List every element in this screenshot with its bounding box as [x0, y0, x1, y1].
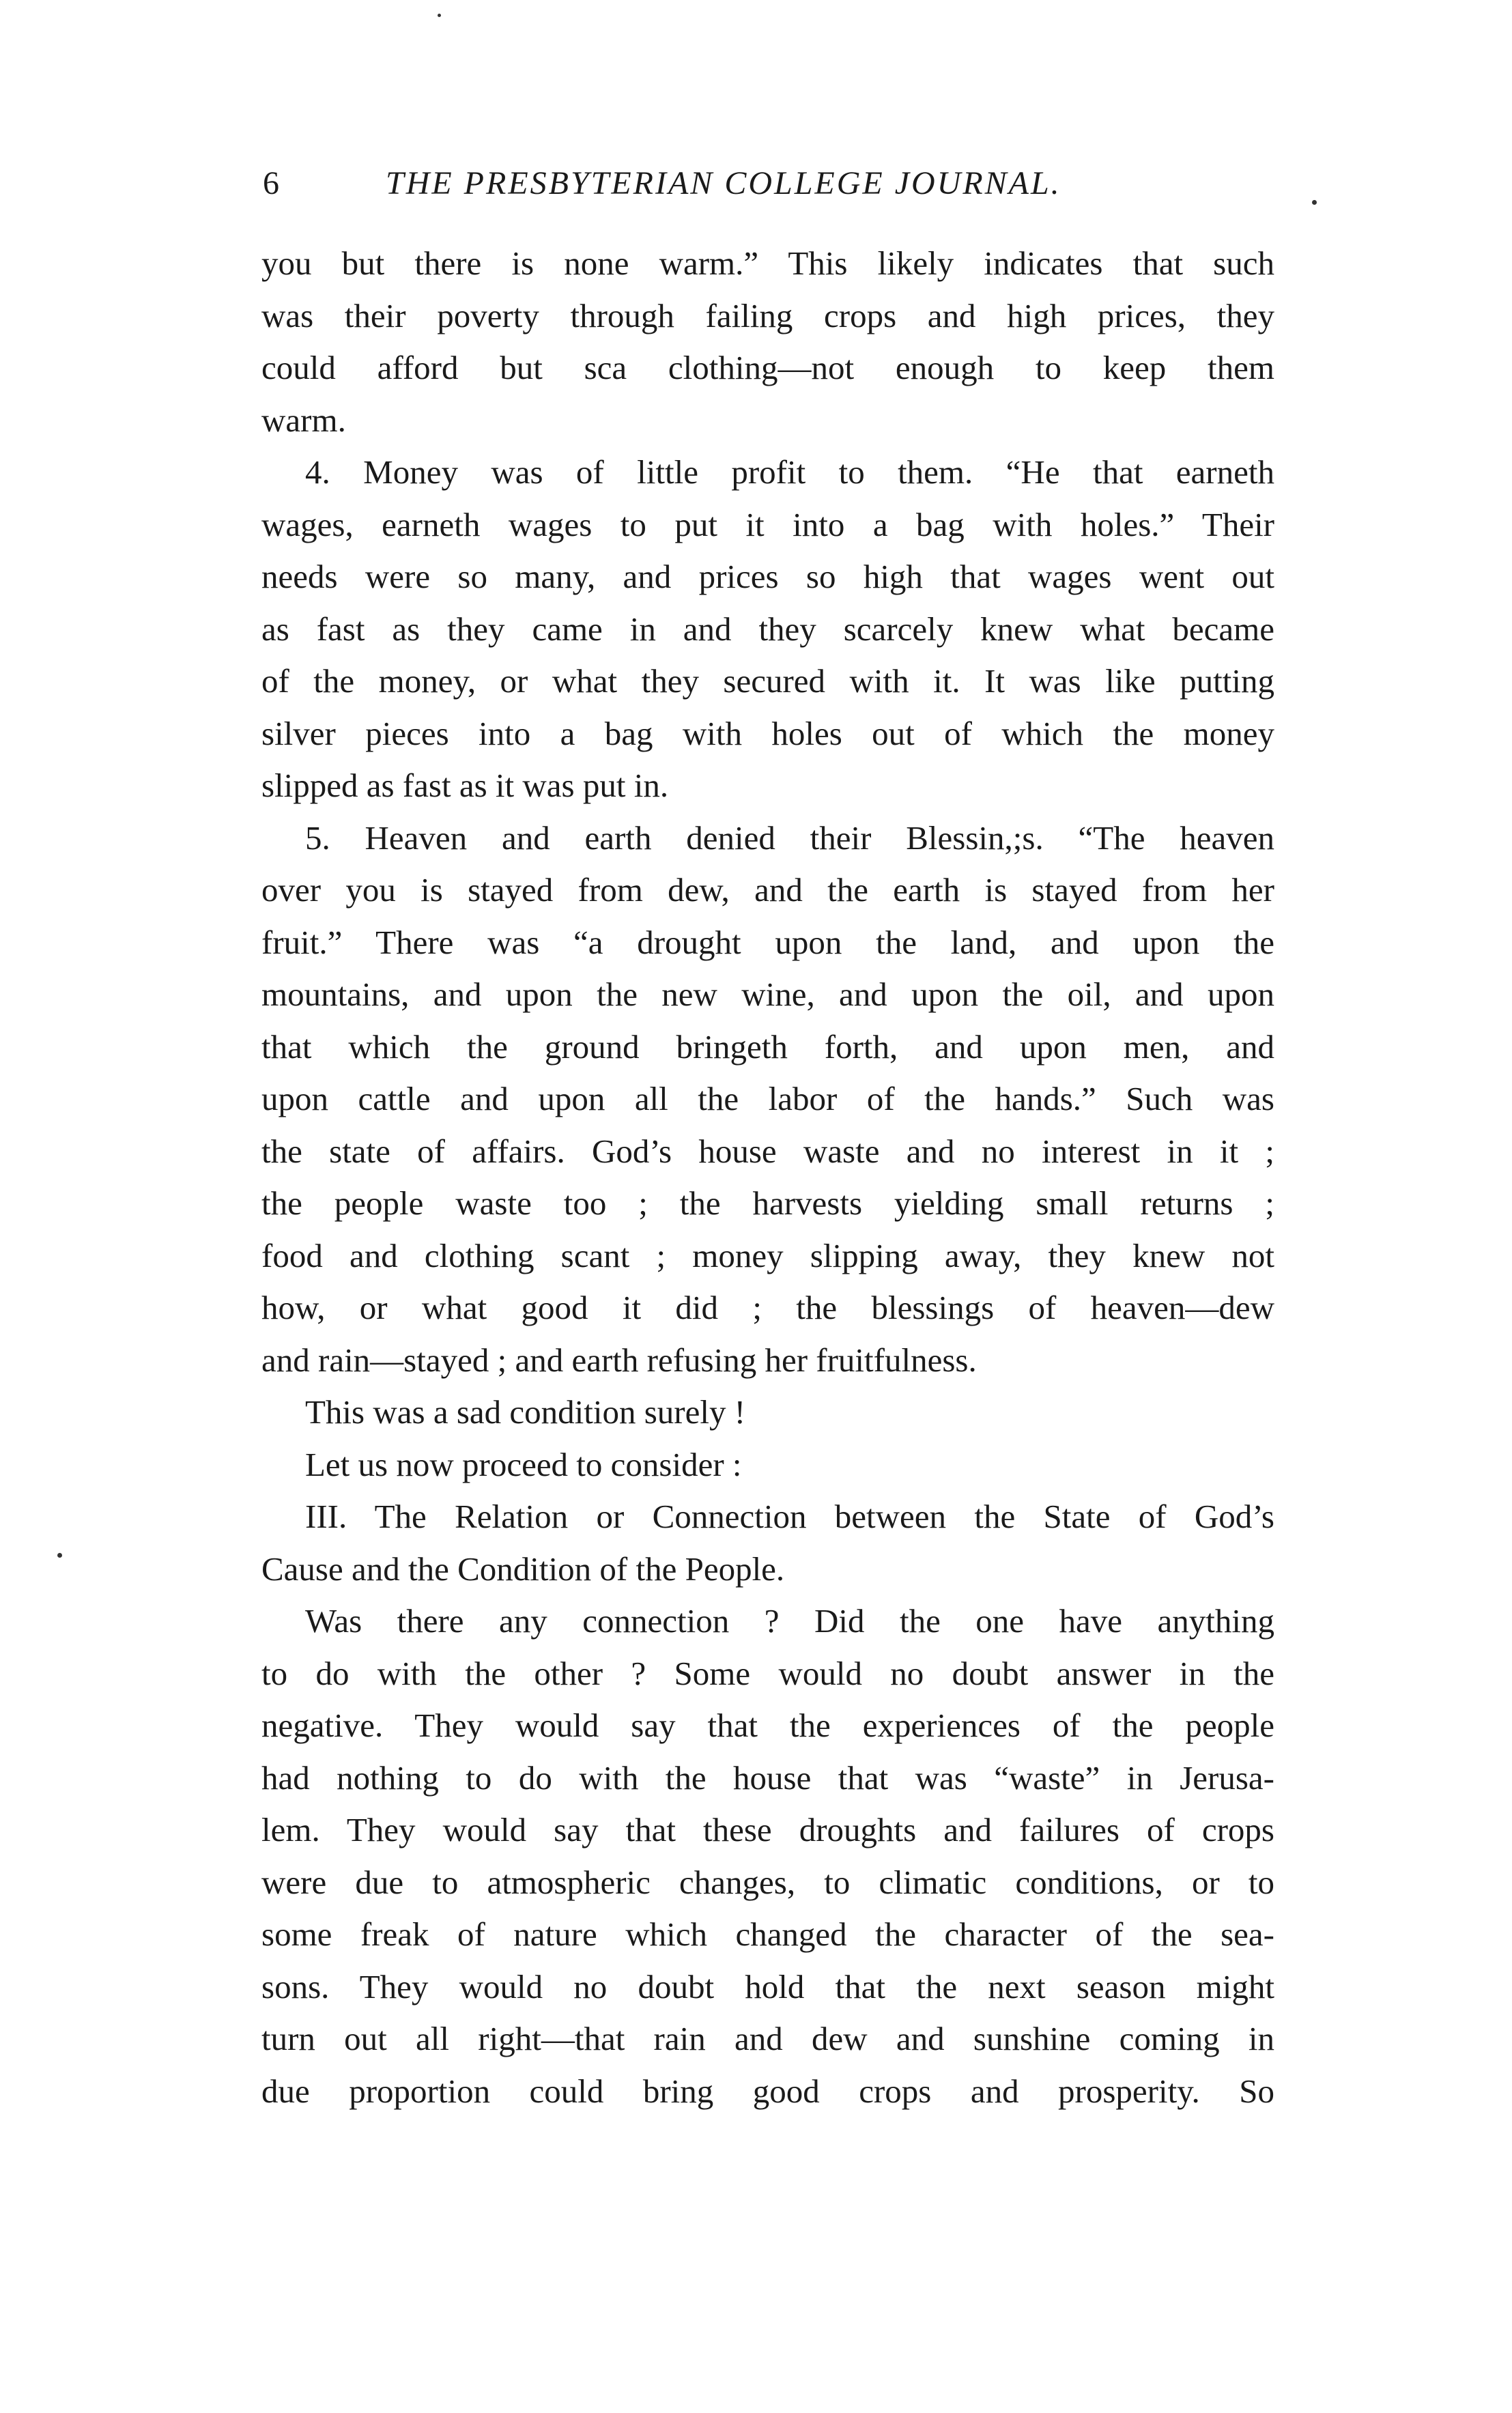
text-line: needs were so many, and prices so high that wages went out [261, 558, 1274, 595]
text-line: the people waste too ; the harvests yielding small returns ; [261, 1184, 1274, 1222]
text-line: slipped as fast as it was put in. [261, 767, 669, 804]
text-line: sons. They would no doubt hold that the next season might [261, 1967, 1274, 2005]
text-line: lem. They would say that these droughts and failures of crops [261, 1811, 1274, 1848]
text-line: food and clothing scant ; money slipping away, they knew not [261, 1236, 1274, 1274]
text-line: the state of affairs. God’s house waste and no interest in it ; [261, 1132, 1274, 1170]
text-line: wages, earneth wages to put it into a bag with holes.” Their [261, 505, 1274, 543]
text-line: of the money, or what they secured with it. It was like putting [261, 662, 1274, 700]
text-line: were due to atmospheric changes, to climatic conditions, or to [261, 1863, 1274, 1901]
text-line: warm. [261, 401, 346, 439]
text-line: to do with the other ? Some would no doubt answer in the [261, 1654, 1274, 1692]
text-line: fruit.” There was “a drought upon the land, and upon the [261, 923, 1274, 961]
text-line: you but there is none warm.” This likely indicates that such [261, 244, 1274, 282]
text-line: turn out all right—that rain and dew and sunshine coming in [261, 2020, 1274, 2057]
text-line: mountains, and upon the new wine, and upon the oil, and upon [261, 975, 1274, 1013]
text-line: III. The Relation or Connection between the State of God’s [305, 1498, 1274, 1535]
text-line: Let us now proceed to consider : [305, 1445, 742, 1483]
text-line: 4. Money was of little profit to them. “He that earneth [305, 453, 1274, 491]
text-line: as fast as they came in and they scarcely knew what became [261, 610, 1274, 648]
body-text [261, 238, 1274, 2117]
text-line: negative. They would say that the experiences of the people [261, 1707, 1274, 1744]
text-line: Was there any connection ? Did the one have anything [305, 1602, 1274, 1640]
text-line: some freak of nature which changed the character of the sea- [261, 1915, 1274, 1953]
running-head: THE PRESBYTERIAN COLLEGE JOURNAL. [386, 165, 1061, 201]
text-line: how, or what good it did ; the blessings of heaven—dew [261, 1289, 1274, 1326]
text-line: had nothing to do with the house that was “waste” in Jerusa- [261, 1758, 1274, 1797]
page-number: 6 [263, 165, 279, 201]
text-line: 5. Heaven and earth denied their Blessin,;s. “The heaven [305, 818, 1274, 857]
text-line: due proportion could bring good crops and prosperity. So [261, 2072, 1274, 2110]
scan-speck [438, 14, 441, 17]
text-line: over you is stayed from dew, and the earth is stayed from her [261, 871, 1274, 909]
text-line: could afford but sca clothing—not enough to keep them [261, 349, 1274, 386]
scan-speck [57, 1553, 62, 1558]
text-line: was their poverty through failing crops and high prices, they [261, 296, 1274, 334]
text-line: upon cattle and upon all the labor of the hands.” Such was [261, 1080, 1274, 1117]
scan-speck [1312, 200, 1317, 205]
text-line: that which the ground bringeth forth, and upon men, and [261, 1027, 1274, 1066]
text-line: This was a sad condition surely ! [305, 1393, 746, 1431]
page-header [263, 160, 1273, 208]
text-line: silver pieces into a bag with holes out of which the money [261, 714, 1274, 752]
text-line: Cause and the Condition of the People. [261, 1550, 785, 1588]
text-line: and rain—stayed ; and earth refusing her fruitfulness. [261, 1341, 977, 1379]
